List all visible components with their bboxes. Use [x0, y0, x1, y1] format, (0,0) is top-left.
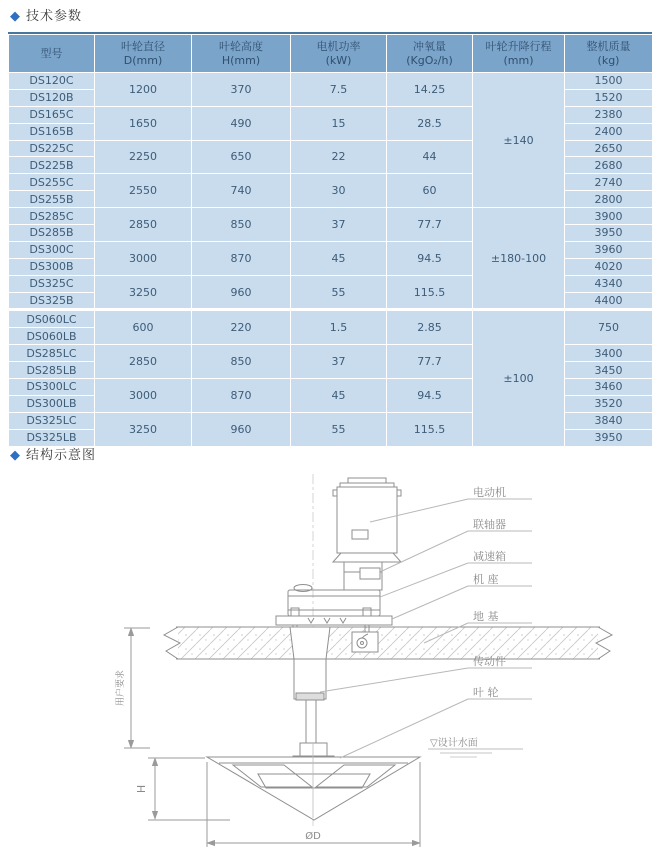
table-row	[9, 208, 653, 225]
model-cell: DS285LC	[9, 345, 95, 362]
impeller-drawing	[207, 743, 420, 820]
weight-cell: 3450	[565, 362, 653, 379]
height-cell: 870	[192, 379, 291, 413]
weight-cell: 3950	[565, 225, 653, 242]
weight-cell: 4340	[565, 275, 653, 292]
weight-cell: 3900	[565, 208, 653, 225]
oxygen-cell: 115.5	[387, 275, 473, 310]
power-cell: 7.5	[291, 73, 387, 107]
model-cell: DS060LC	[9, 310, 95, 328]
height-cell: 850	[192, 208, 291, 242]
col-header-power: 电机功率 (kW)	[291, 35, 387, 73]
diamond-bullet-icon: ◆	[10, 448, 21, 463]
dimension-user-requirement	[114, 628, 150, 748]
power-cell: 1.5	[291, 310, 387, 345]
model-cell: DS285B	[9, 225, 95, 242]
col-header-height: 叶轮高度 H(mm)	[192, 35, 291, 73]
power-cell: 15	[291, 106, 387, 140]
coupling-label: 联轴器	[473, 518, 506, 531]
weight-cell: 4400	[565, 292, 653, 310]
height-cell: 740	[192, 174, 291, 208]
weight-cell: 1520	[565, 89, 653, 106]
coupling-drawing	[344, 562, 382, 590]
transmission-drawing	[290, 627, 330, 743]
col-header-weight: 整机质量 (kg)	[565, 35, 653, 73]
oxygen-cell: 2.85	[387, 310, 473, 345]
oxygen-cell: 77.7	[387, 208, 473, 242]
weight-cell: 1500	[565, 73, 653, 90]
model-cell: DS300LC	[9, 379, 95, 396]
oxygen-cell: 60	[387, 174, 473, 208]
oxygen-cell: 28.5	[387, 106, 473, 140]
weight-cell: 2380	[565, 106, 653, 123]
weight-cell: 4020	[565, 258, 653, 275]
table-header-row	[9, 35, 653, 73]
oxygen-cell: 77.7	[387, 345, 473, 379]
col-header-oxygen: 冲氧量 (KgO₂/h)	[387, 35, 473, 73]
structure-diagram	[0, 456, 660, 851]
weight-cell: 3840	[565, 412, 653, 429]
gearbox-drawing	[288, 585, 380, 617]
power-cell: 45	[291, 379, 387, 413]
model-cell: DS325LB	[9, 429, 95, 446]
impeller-label: 叶 轮	[473, 686, 499, 699]
weight-cell: 3460	[565, 379, 653, 396]
weight-cell: 3400	[565, 345, 653, 362]
model-cell: DS325LC	[9, 412, 95, 429]
col-header-model: 型号	[9, 35, 95, 73]
height-cell: 650	[192, 140, 291, 174]
height-cell: 850	[192, 345, 291, 379]
model-cell: DS255C	[9, 174, 95, 191]
table-row	[9, 310, 653, 328]
base-label: 机 座	[473, 573, 499, 586]
diameter-cell: 2250	[95, 140, 192, 174]
height-cell: 960	[192, 275, 291, 310]
model-cell: DS300B	[9, 258, 95, 275]
motor-label: 电动机	[473, 486, 506, 499]
model-cell: DS325B	[9, 292, 95, 310]
stroke-cell: ±100	[473, 310, 565, 446]
water-surface-label: ▽设计水面	[430, 738, 478, 749]
model-cell: DS225C	[9, 140, 95, 157]
height-cell: 490	[192, 106, 291, 140]
part-labels	[473, 485, 506, 699]
diameter-cell: 600	[95, 310, 192, 345]
model-cell: DS165C	[9, 106, 95, 123]
spec-table	[8, 34, 653, 447]
diamond-bullet-icon: ◆	[10, 9, 21, 24]
model-cell: DS285LB	[9, 362, 95, 379]
diameter-cell: 1200	[95, 73, 192, 107]
height-cell: 870	[192, 241, 291, 275]
transmission-label: 传动件	[473, 655, 506, 668]
model-cell: DS255B	[9, 191, 95, 208]
diameter-cell: 2850	[95, 208, 192, 242]
diameter-cell: 3000	[95, 379, 192, 413]
weight-cell: 2740	[565, 174, 653, 191]
oxygen-cell: 94.5	[387, 241, 473, 275]
power-cell: 55	[291, 275, 387, 310]
weight-cell: 750	[565, 310, 653, 345]
diameter-cell: 1650	[95, 106, 192, 140]
diameter-cell: 2550	[95, 174, 192, 208]
power-cell: 30	[291, 174, 387, 208]
model-cell: DS300LB	[9, 395, 95, 412]
gearbox-label: 减速箱	[473, 550, 506, 563]
dimension-h	[135, 758, 230, 820]
weight-cell: 2680	[565, 157, 653, 174]
power-cell: 37	[291, 345, 387, 379]
model-cell: DS120C	[9, 73, 95, 90]
foundation-drawing	[164, 627, 612, 659]
weight-cell: 2400	[565, 123, 653, 140]
model-cell: DS120B	[9, 89, 95, 106]
oxygen-cell: 115.5	[387, 412, 473, 446]
power-cell: 45	[291, 241, 387, 275]
stroke-cell: ±180-100	[473, 208, 565, 310]
structure-title-text: 结构示意图	[26, 448, 97, 463]
model-cell: DS060LB	[9, 328, 95, 345]
weight-cell: 2650	[565, 140, 653, 157]
weight-cell: 2800	[565, 191, 653, 208]
weight-cell: 3520	[565, 395, 653, 412]
model-cell: DS285C	[9, 208, 95, 225]
weight-cell: 3960	[565, 241, 653, 258]
user-requirement-label: 用户要求	[116, 669, 126, 707]
power-cell: 37	[291, 208, 387, 242]
height-cell: 960	[192, 412, 291, 446]
params-title-text: 技术参数	[26, 9, 83, 24]
diameter-cell: 3250	[95, 412, 192, 446]
weight-cell: 3950	[565, 429, 653, 446]
spec-table-wrapper	[8, 32, 652, 447]
power-cell: 55	[291, 412, 387, 446]
height-cell: 220	[192, 310, 291, 345]
foundation-label: 地 基	[473, 610, 499, 623]
diameter-cell: 2850	[95, 345, 192, 379]
height-cell: 370	[192, 73, 291, 107]
power-cell: 22	[291, 140, 387, 174]
oxygen-cell: 94.5	[387, 379, 473, 413]
model-cell: DS300C	[9, 241, 95, 258]
section-title-params	[10, 5, 82, 24]
table-row	[9, 73, 653, 90]
col-header-stroke: 叶轮升降行程 (mm)	[473, 35, 565, 73]
model-cell: DS325C	[9, 275, 95, 292]
model-cell: DS165B	[9, 123, 95, 140]
dim-d-label: ØD	[305, 831, 321, 842]
dim-h-label: H	[135, 784, 148, 794]
diameter-cell: 3000	[95, 241, 192, 275]
model-cell: DS225B	[9, 157, 95, 174]
stroke-cell: ±140	[473, 73, 565, 208]
oxygen-cell: 44	[387, 140, 473, 174]
diameter-cell: 3250	[95, 275, 192, 310]
water-surface-symbol	[428, 736, 523, 757]
motor-drawing	[333, 478, 401, 562]
oxygen-cell: 14.25	[387, 73, 473, 107]
col-header-diameter: 叶轮直径 D(mm)	[95, 35, 192, 73]
